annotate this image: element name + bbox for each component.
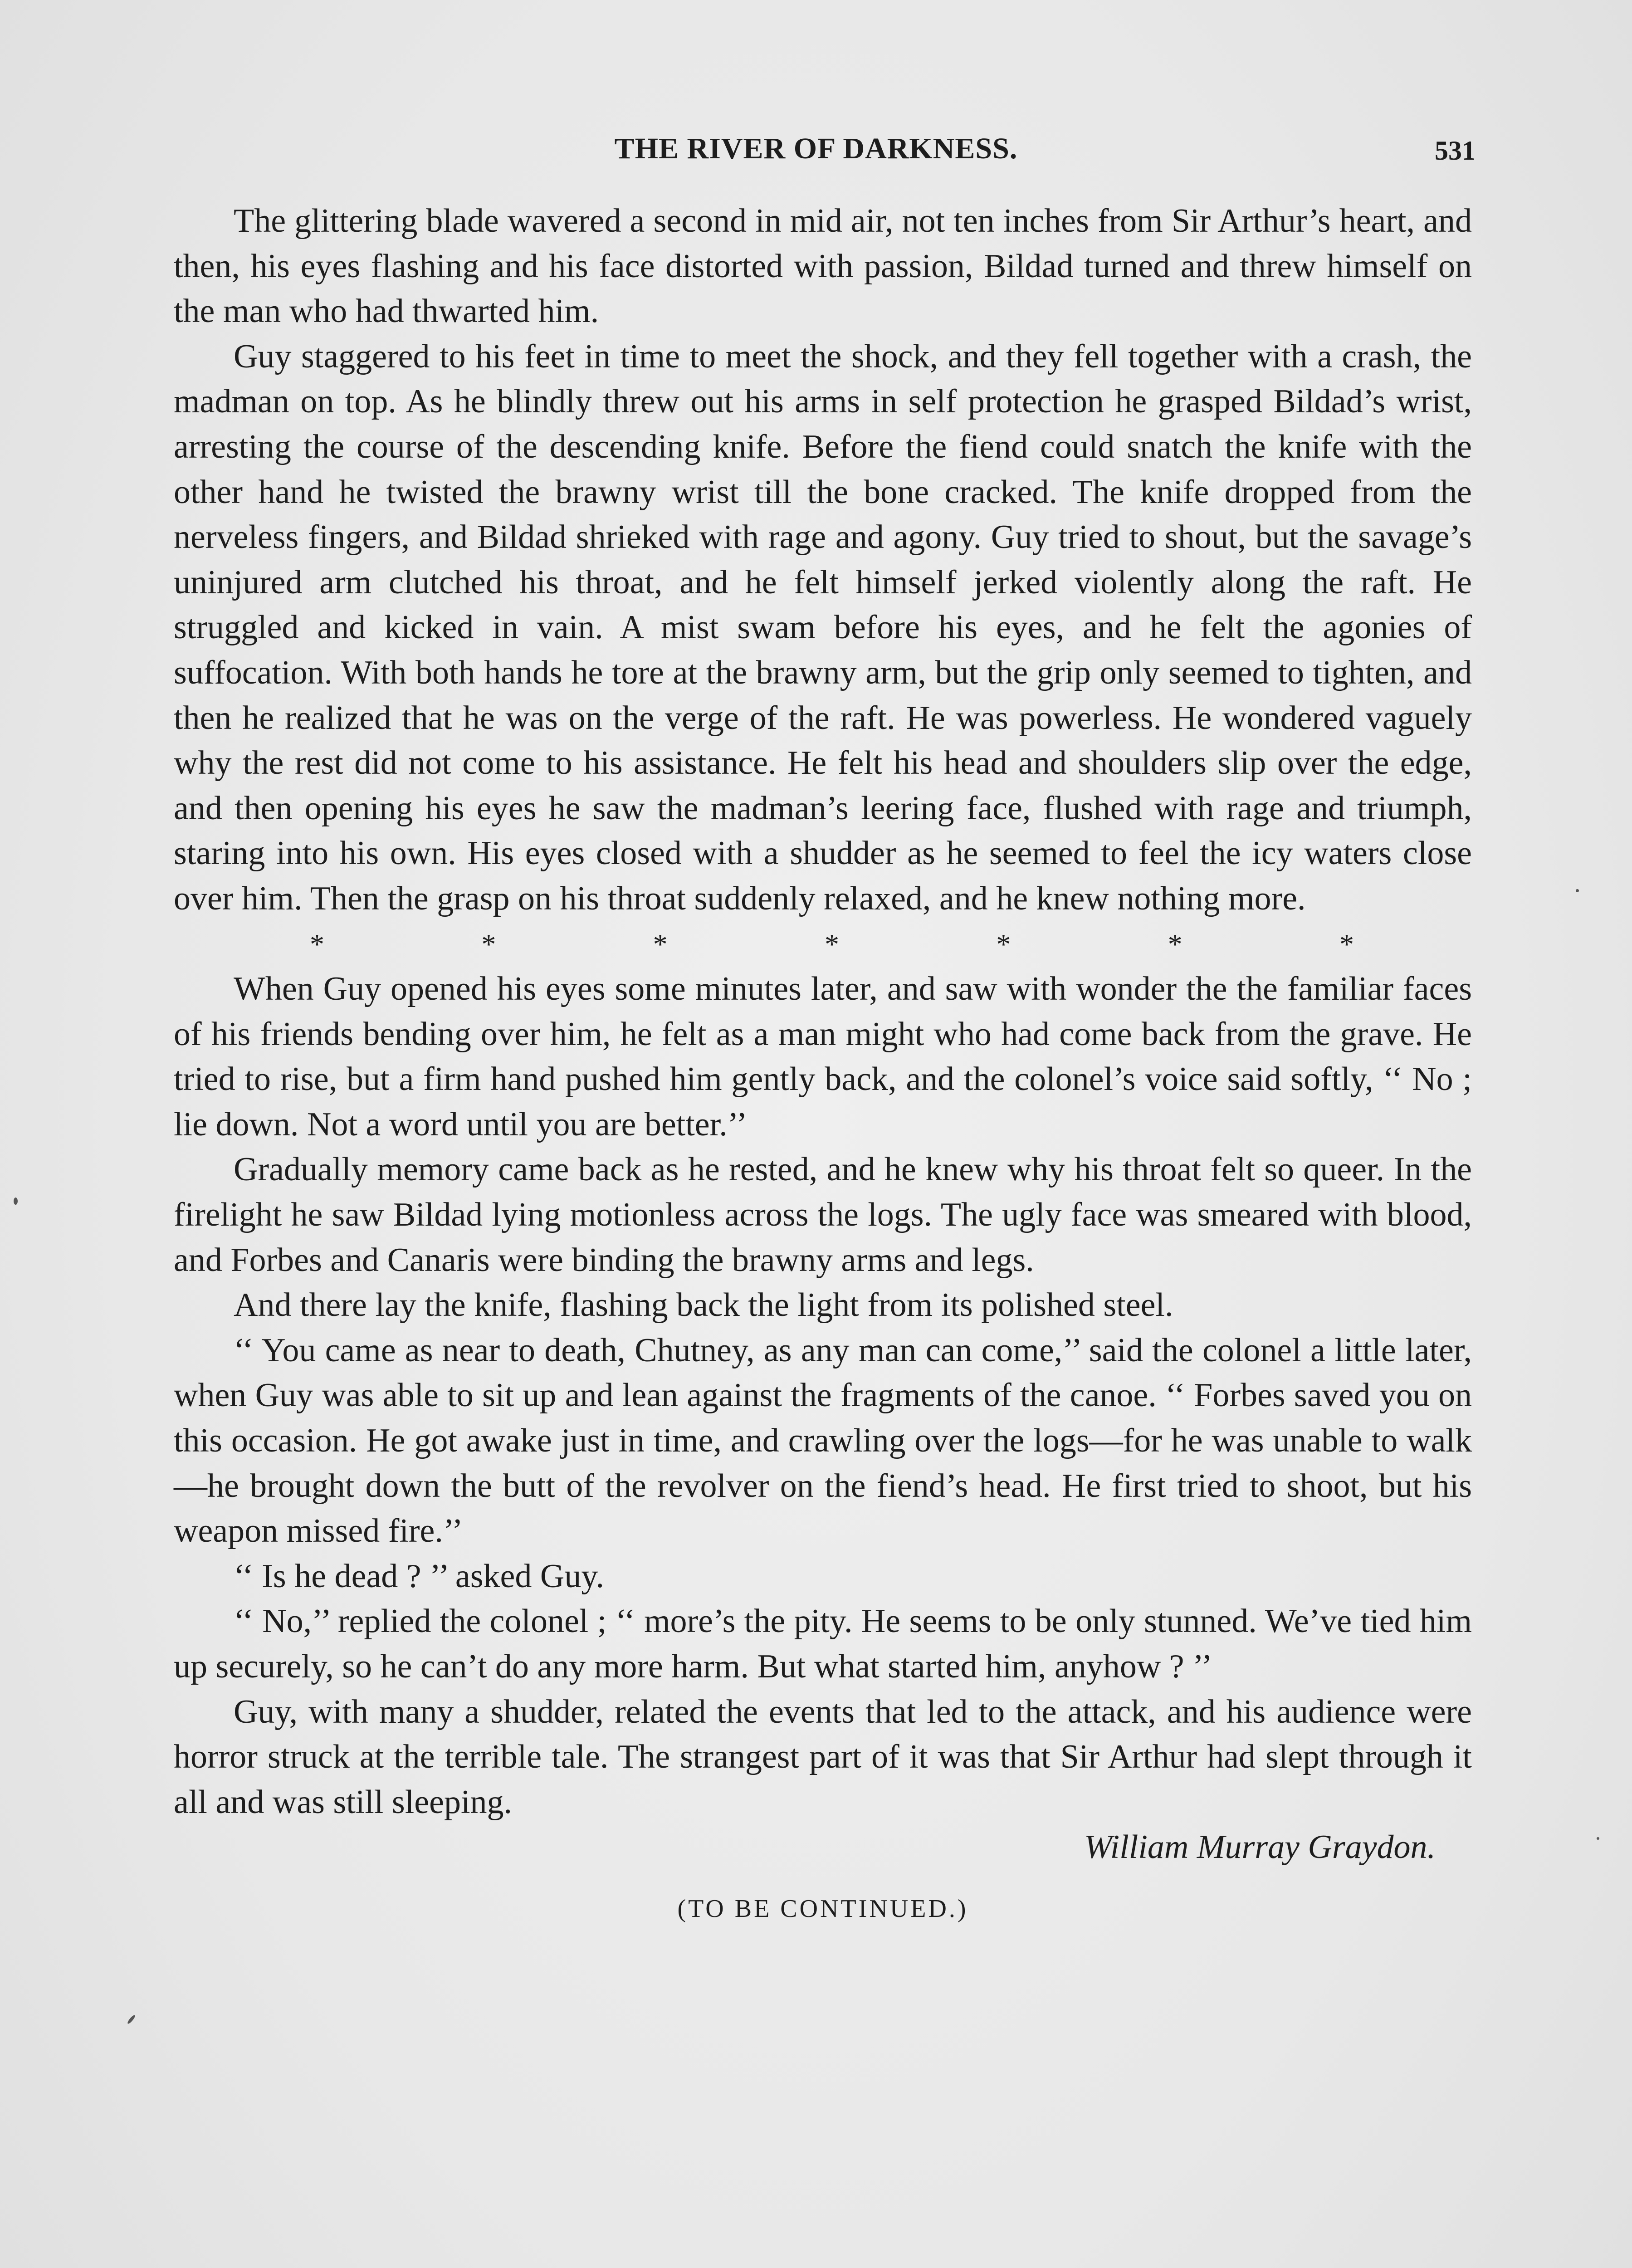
paragraph: ‘‘ No,’’ replied the colonel ; ‘‘ more’s the pity. He seems to be only stunned. We’ve tied him up securely, so he can’t do any more harm. But what started him, anyhow ? ’’ — [174, 1603, 1472, 1685]
separator-asterisk: * — [824, 928, 839, 960]
separator-asterisk: * — [1339, 928, 1354, 960]
paragraph: ‘‘ You came as near to death, Chutney, as any man can come,’’ said the colonel a little later, when Guy was able to sit up and lean against the fragments of the canoe. ‘‘ Forbes saved you on this occasion. He got awake just in time, and crawling over the logs—for he was unable to walk—he brought down the butt of the revolver on the fiend’s head. He first tried to shoot, but his weapon missed fire.’’ — [174, 1331, 1472, 1550]
paragraph: ‘‘ Is he dead ? ’’ asked Guy. — [234, 1557, 605, 1595]
paragraph: Gradually memory came back as he rested, and he knew why his throat felt so queer. In the firelight he saw Bildad lying motionless across the logs. The ugly face was smeared with blood, and Forbes and Canaris were binding the brawny arms and legs. — [174, 1151, 1472, 1279]
separator-asterisk: * — [310, 928, 324, 960]
separator-asterisk: * — [481, 928, 496, 960]
paragraph: And there lay the knife, flashing back the light from its polished steel. — [234, 1286, 1173, 1324]
separator-asterisk: * — [653, 928, 668, 960]
paragraph: Guy, with many a shudder, related the events that led to the attack, and his audience were horror struck at the terrible tale. The strangest part of it was that Sir Arthur had slept through it all and was still sleeping. — [174, 1693, 1472, 1821]
separator-asterisk: * — [1168, 928, 1182, 960]
running-head — [0, 132, 1632, 172]
paragraph: Guy staggered to his feet in time to meet the shock, and they fell together with a crash, the madman on top. As he blindly threw out his arms in self protection he grasped Bildad’s wrist, arresting the course of the descending knife. Before the fiend could snatch the knife with the other hand he twisted the brawny wrist till the bone cracked. The knife dropped from the nerveless fingers, and Bildad shrieked with rage and agony. Guy tried to shout, but the savage’s uninjured arm clutched his throat, and he felt himself jerked violently along the raft. He struggled and kicked in vain. A mist swam before his eyes, and he felt the agonies of suffocation. With both hands he tore at the brawny arm, but the grip only seemed to tighten, and then he realized that he was on the verge of the raft. He was powerless. He wondered vaguely why the rest did not come to his assistance. He felt his head and shoulders slip over the edge, and then opening his eyes he saw the madman’s leering face, flushed with rage and triumph, staring into his own. His eyes closed with a shudder as he seemed to feel the icy waters close over him. Then the grasp on his throat suddenly relaxed, and he knew nothing more. — [174, 337, 1472, 917]
page-number: 531 — [1435, 136, 1476, 166]
print-speck — [1576, 889, 1579, 892]
print-speck — [14, 1198, 18, 1205]
author-signature: William Murray Graydon. — [1084, 1828, 1436, 1866]
print-speck — [127, 2014, 136, 2025]
paragraph: The glittering blade wavered a second in mid air, not ten inches from Sir Arthur’s heart, and then, his eyes flashing and his face distorted with passion, Bildad turned and threw himself on the man who had thwarted him. — [174, 202, 1472, 330]
running-title: THE RIVER OF DARKNESS. — [614, 132, 1018, 165]
article-body — [174, 199, 1472, 1932]
section-separator — [174, 922, 1472, 967]
to-be-continued-note: (TO BE CONTINUED.) — [677, 1894, 968, 1923]
print-speck — [1597, 1837, 1599, 1840]
paragraph: When Guy opened his eyes some minutes later, and saw with wonder the the familiar faces of his friends bending over him, he felt as a man might who had come back from the grave. He tried to rise, but a firm hand pushed him gently back, and the colonel’s voice said softly, ‘‘ No ; lie down. Not a word until you are better.’’ — [174, 970, 1472, 1143]
separator-asterisk: * — [996, 928, 1011, 960]
